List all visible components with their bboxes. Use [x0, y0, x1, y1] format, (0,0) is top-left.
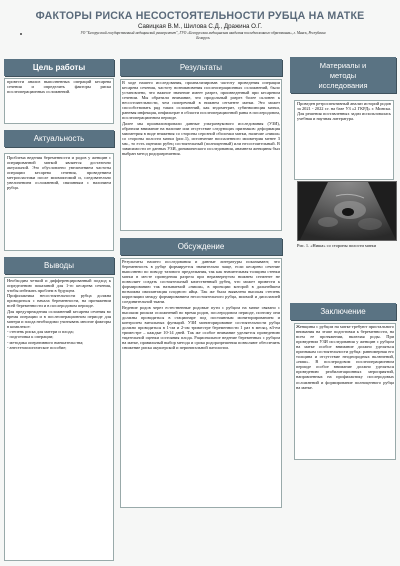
discussion-text: [122, 259, 280, 507]
conclusions-item: - анестезиологическое пособие;: [7, 344, 67, 350]
goals-heading: [4, 59, 114, 76]
conclusions-heading: [4, 257, 114, 274]
poster-title: ФАКТОРЫ РИСКА НЕСОСТОЯТЕЛЬНОСТИ РУБЦА НА МАТКЕ: [35, 10, 365, 22]
materials-heading-line-3: исследования: [318, 81, 368, 90]
conclusions-item: - степень риска для матери и плода;: [7, 329, 74, 335]
materials-heading: [290, 57, 396, 93]
conclusions-text: [7, 278, 111, 558]
materials-heading-line-1: Материалы и: [319, 61, 367, 70]
relevance-heading-text: Актуальность: [33, 134, 85, 143]
results-paragraph: В ходе нашего исследования, проанализировав частоту проведения операции кесарева сечения, частоту возникновения послеоперационных осложнений, было установлено, что важное значение имеет разрез, произведенный при кесаревом сечении. Мы обратили внимание, что продольный разрез более склонен к несостоятельности, чем поперечный в нижнем сегменте матки. Это может способствовать ряд таких осложнений, как эндометрит, субинволюция матки, раневая инфекция, инфильтрат в области послеоперационной раны в послеродовом, послеоперационном периоде.: [122, 80, 280, 121]
poster-affiliation: [18, 31, 388, 41]
materials-text: Проведен ретроспективный анализ историй родов за 2021 - 2022 г.г. на базе УЗ «2 ГКРД» г. Минска. Для решения поставленных задач использовалась учебная и научная литература.: [297, 101, 391, 122]
goals-text: провести анализ выполненных операций кесарева сечения и определить факторы риска послеоперационных осложнений.: [7, 79, 111, 95]
affiliation-line-1: УО "Белорусский государственный медицинский университет", ГУО «Белорусская медицинская академия последипломного образования», г. Минск, Республика: [80, 31, 326, 35]
conclusions-paragraph: Для предупреждения осложнений кесарева сечения во время операции и в послеоперационном периоде для матери и плода необходимо учитывать многие факторы в комплексе:: [7, 308, 111, 329]
materials-heading-line-2: методы: [329, 71, 357, 80]
figure-caption: Рис. 1. «Ниша» со стороны полости матки: [297, 243, 376, 248]
poster-authors: Савицкая В.М., Шилова С.Д., Дражина О.Г.: [137, 23, 263, 30]
results-paragraph: Далее мы проанализировали данные ультразвукового исследования (УЗИ), обратили внимание на наличие или отсутствие следующих признаков: деформация миометрия в виде втяжения со стороны серозной оболочки матки, наличие «ниши» со стороны полости матки (рис.1), истончение воспаленного миометрия менее 3 мм., то есть оценили рубец состоятельный (полноценный) или несостоятельный. В зависимости от данных УЗИ, динамического исследования, анамнеза женщины был выбран метод родоразрешения.: [122, 120, 280, 156]
discussion-paragraph: Результаты нашего исследования и данные литературы показывают, что беременность в рубце формируется значительно чаще, если кесарево сечение выполнено по поводу тазового предлежания, так как значительная толщина стенки матки в месте проведения разреза при неразвернутом нижнем сегменте не позволяет создать состоятельный качественный рубец, что может привести к формированию так называемой «ниши», в проекции которой в дальнейшем возможна имплантация плодного яйца. Так же была выявлена высокая степень корреляции между формированием несостоятельного рубца, миомой и дисплазией соединительной ткани.: [122, 259, 280, 305]
ultrasound-scan: [298, 182, 397, 241]
discussion-heading-text: Обсуждение: [177, 242, 225, 251]
conclusion-heading: [290, 303, 396, 320]
results-heading-text: Результаты: [179, 63, 223, 72]
relevance-heading: [4, 130, 114, 147]
conclusions-paragraph: Необходим четкий и дифференцированный подход к определению показаний для 1-го кесарева сечения, чтобы избежать проблем в будущем.: [7, 278, 111, 294]
conclusions-paragraph: Профилактика несостоятельности рубца должна проводиться с начала беременности, на протяжении всей беременности и в послеродовом периоде.: [7, 293, 111, 309]
ultrasound-image: [297, 181, 397, 241]
discussion-heading: [120, 238, 282, 255]
conclusions-item: - методика оперативного вмешательства;: [7, 339, 84, 345]
results-heading: [120, 59, 282, 76]
conclusion-text: Женщины с рубцом на матке требуют пристального внимания на этапе подготовки к беременности, на всем ее протяжении, включая роды. При проведении УЗИ исследования у женщин с рубцом на матке особое внимание должно уделяться признакам состоятельности рубца: равномерная его толщина и отсутствие неоднородных включений, «ниш». В послеродовом послеоперационном периоде особое внимание должно уделяться проведению реабилитационных мероприятий, направленных на профилактику послеродовых осложнений и формирование полноценного рубца на матке.: [296, 324, 394, 390]
conclusion-heading-text: Заключение: [320, 307, 366, 316]
conclusions-heading-text: Выводы: [44, 261, 74, 270]
relevance-text: Проблема ведения беременности и родов у женщин с оперированной маткой является достаточно актуальной. Это обусловлено увеличением частоты операции кесарева сечения, проведением метропластики после миомэктомий и, следовательно увеличением осложнений, связанным с наличием рубца.: [7, 155, 111, 191]
results-text: [122, 80, 280, 230]
poster-header: [0, 0, 400, 46]
goals-heading-text: Цель работы: [32, 63, 86, 72]
discussion-paragraph: Ведение родов через естественные родовые пути с рубцом на матке связано с высоким риском осложнений во время родов, послеродовом периоде, поэтому они должны проводиться в стационаре под постоянным мониторированием и контролем витальных функций. УЗИ мониторирование состоятельности рубца должно проводиться в 1-ом и 2-ом триместре беременности 1 раз в месяц, в3-ем триместре – каждые 10-14 дней. Так же особое внимание уделяется проведению тщательной оценки состояния плода. Рациональное ведение беременных с рубцом на матке, правильный выбор метода и срока родоразрешения позволяют обеспечить снижение риска акушерской и перинатальной патологии.: [122, 304, 280, 350]
affiliation-line-2: Беларусь: [196, 36, 210, 40]
conclusions-item: - подготовка к операции;: [7, 334, 54, 340]
